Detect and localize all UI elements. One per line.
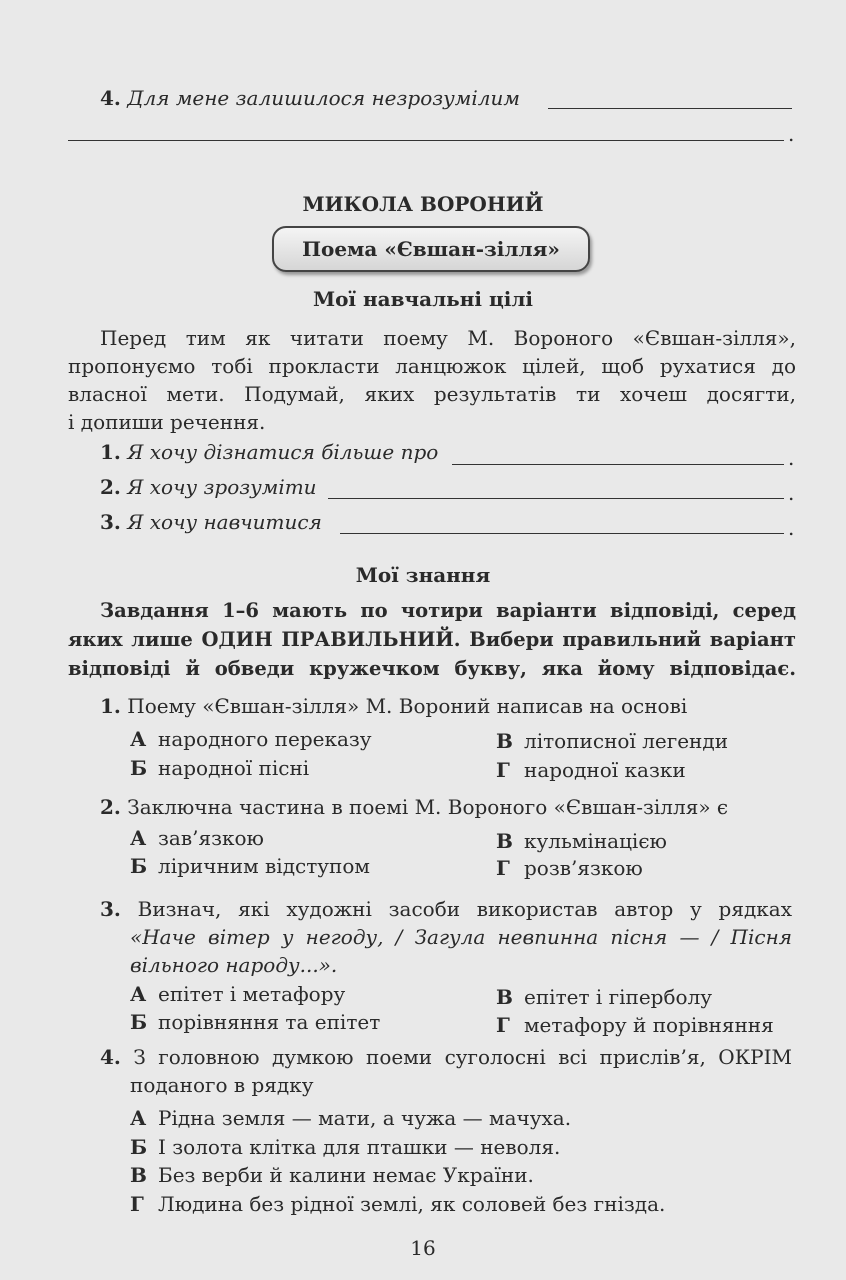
option-letter[interactable]: Г: [496, 856, 510, 880]
option-letter[interactable]: А: [130, 982, 147, 1006]
author-name: МИКОЛА ВОРОНИЙ: [302, 192, 544, 216]
option-letter[interactable]: Г: [130, 1192, 144, 1216]
option-letter[interactable]: А: [130, 826, 147, 850]
intro-line: і допиши речення.: [68, 410, 266, 434]
question-quote: вільного народу...».: [130, 953, 338, 977]
poem-title: Поема «Євшан-зілля»: [302, 237, 560, 261]
option-a[interactable]: [130, 1106, 571, 1130]
question-text: [100, 1043, 792, 1071]
option-text: метафору й порівняння: [524, 1013, 774, 1037]
option-a[interactable]: [130, 727, 372, 751]
question-number: 3.: [100, 897, 121, 921]
question-text-line: Визнач, які художні засоби використав автор у рядках: [137, 897, 792, 921]
question-text: Поему «Євшан-зілля» М. Вороний написав на основі: [127, 694, 688, 718]
option-letter[interactable]: Б: [130, 756, 148, 780]
period: .: [788, 122, 795, 146]
option-text: ліричним відступом: [158, 854, 370, 878]
option-letter[interactable]: А: [130, 1106, 147, 1130]
goals-heading: Мої навчальні цілі: [312, 287, 534, 311]
intro-line: пропонуємо тобі прокласти ланцюжок цілей, щоб рухатися до: [68, 354, 796, 378]
period: .: [788, 481, 795, 505]
option-text: порівняння та епітет: [158, 1010, 381, 1034]
option-v[interactable]: [496, 985, 712, 1009]
answer-line[interactable]: [68, 140, 784, 141]
option-letter[interactable]: В: [496, 729, 513, 753]
option-text: І золота клітка для пташки — неволя.: [158, 1135, 561, 1159]
knowledge-heading: Мої знання: [355, 563, 491, 587]
question-number: 2.: [100, 795, 121, 819]
instruction-line: яких лише ОДИН ПРАВИЛЬНИЙ. Вибери правильний варіант: [68, 628, 796, 651]
option-text: Людина без рідної землі, як соловей без гнізда.: [158, 1192, 666, 1216]
option-b[interactable]: [130, 1010, 380, 1034]
top-item-number: 4.: [100, 86, 121, 110]
option-g[interactable]: [496, 856, 643, 880]
instructions: [68, 596, 796, 683]
question-number: 4.: [100, 1045, 121, 1069]
option-text: епітет і метафору: [158, 982, 346, 1006]
period: .: [788, 516, 795, 540]
question-4: [100, 1043, 792, 1099]
answer-line[interactable]: [452, 464, 784, 465]
option-letter[interactable]: Б: [130, 1010, 148, 1034]
top-item: [100, 86, 520, 110]
option-text: літописної легенди: [524, 729, 729, 753]
option-b[interactable]: [130, 1135, 560, 1159]
answer-line[interactable]: [340, 533, 784, 534]
option-letter[interactable]: Г: [496, 758, 510, 782]
option-g[interactable]: [130, 1192, 665, 1216]
goal-number: 1.: [100, 440, 121, 464]
option-letter[interactable]: А: [130, 727, 147, 751]
goal-text: Я хочу навчитися: [127, 510, 322, 534]
goals-intro: [68, 324, 796, 436]
option-text: розв’язкою: [524, 856, 643, 880]
question-number: 1.: [100, 694, 121, 718]
page-number: 16: [410, 1236, 436, 1260]
question-2: [100, 795, 728, 819]
option-b[interactable]: [130, 756, 309, 780]
instruction-line: відповіді й обведи кружечком букву, яка йому відповідає.: [68, 657, 796, 680]
goal-text: Я хочу дізнатися більше про: [127, 440, 439, 464]
answer-line[interactable]: [548, 108, 792, 109]
option-text: Рідна земля — мати, а чужа — мачуха.: [158, 1106, 572, 1130]
question-text: Заключна частина в поемі М. Вороного «Євшан-зілля» є: [127, 795, 729, 819]
answer-line[interactable]: [328, 498, 784, 499]
option-text: народної казки: [524, 758, 686, 782]
option-b[interactable]: [130, 854, 370, 878]
option-v[interactable]: [496, 829, 667, 853]
question-text: [100, 895, 792, 923]
option-text: епітет і гіперболу: [524, 985, 713, 1009]
option-text: Без верби й калини немає України.: [158, 1163, 534, 1187]
goal-text: Я хочу зрозуміти: [127, 475, 317, 499]
question-text-line: поданого в рядку: [130, 1073, 314, 1097]
option-text: народного переказу: [158, 727, 372, 751]
option-text: зав’язкою: [158, 826, 264, 850]
poem-title-badge: [272, 226, 590, 272]
question-quote: «Наче вітер у негоду, / Загула невпинна пісня — / Пісня: [130, 925, 792, 949]
intro-line: Перед тим як читати поему М. Вороного «Євшан-зілля»,: [100, 326, 796, 350]
option-letter[interactable]: В: [130, 1163, 147, 1187]
option-letter[interactable]: Б: [130, 854, 148, 878]
question-text-line: З головною думкою поеми суголосні всі прислів’я, ОКРІМ: [133, 1045, 793, 1069]
option-letter[interactable]: В: [496, 985, 513, 1009]
option-v[interactable]: [130, 1163, 534, 1187]
goal-number: 3.: [100, 510, 121, 534]
question-1: [100, 694, 687, 718]
option-letter[interactable]: Б: [130, 1135, 148, 1159]
goal-item: [100, 510, 322, 534]
period: .: [788, 446, 795, 470]
option-text: народної пісні: [158, 756, 310, 780]
option-a[interactable]: [130, 826, 264, 850]
instruction-line: Завдання 1–6 мають по чотири варіанти відповіді, серед: [100, 599, 796, 622]
goal-item: [100, 475, 317, 499]
goal-number: 2.: [100, 475, 121, 499]
option-text: кульмінацією: [524, 829, 667, 853]
intro-line: власної мети. Подумай, яких результатів ти хочеш досягти,: [68, 382, 796, 406]
top-item-text: Для мене залишилося незрозумілим: [127, 86, 520, 110]
question-3: [100, 895, 792, 979]
option-letter[interactable]: В: [496, 829, 513, 853]
option-v[interactable]: [496, 729, 728, 753]
option-g[interactable]: [496, 758, 686, 782]
option-a[interactable]: [130, 982, 345, 1006]
option-g[interactable]: [496, 1013, 774, 1037]
goal-item: [100, 440, 438, 464]
option-letter[interactable]: Г: [496, 1013, 510, 1037]
